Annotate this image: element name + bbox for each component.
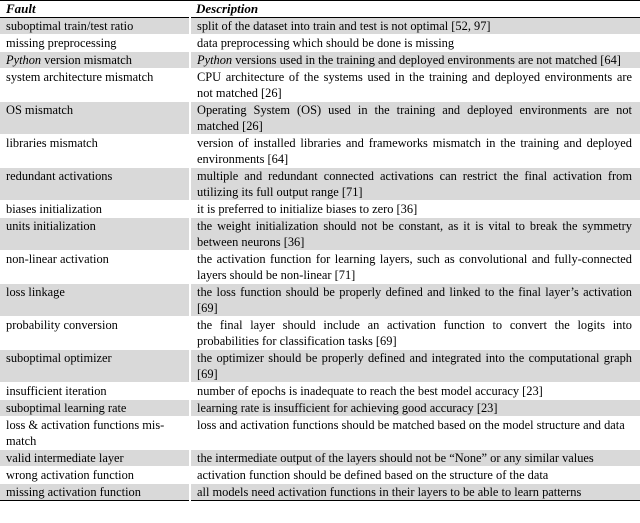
description-emphasis: Python	[197, 53, 233, 67]
fault-text: suboptimal optimizer	[6, 351, 112, 365]
description-cell	[190, 350, 640, 383]
fault-text: system architecture mismatch	[6, 70, 154, 84]
fault-cell	[0, 450, 190, 467]
description-text: the activation function for learning layers, such as convolutional and fully-connected layers should be non-linear [71]	[197, 252, 632, 282]
description-cell	[190, 450, 640, 467]
description-text: the weight initialization should not be constant, as it is vital to break the symmetry between neurons [36]	[197, 219, 632, 249]
table-row	[0, 317, 640, 350]
fault-text: wrong activation function	[6, 468, 135, 482]
table-row	[0, 484, 640, 501]
description-text: the optimizer should be properly defined and integrated into the computational graph [69]	[197, 351, 632, 381]
fault-text: libraries mismatch	[6, 136, 98, 150]
description-cell	[190, 218, 640, 251]
fault-text: suboptimal learning rate	[6, 401, 127, 415]
fault-text: missing activation function	[6, 485, 141, 499]
fault-cell	[0, 168, 190, 201]
table-row	[0, 450, 640, 467]
table-row	[0, 135, 640, 168]
fault-text: suboptimal train/test ratio	[6, 19, 134, 33]
fault-cell	[0, 484, 190, 501]
table-row	[0, 168, 640, 201]
description-cell	[190, 400, 640, 417]
table-row	[0, 284, 640, 317]
description-cell	[190, 18, 640, 35]
description-text: Operating System (OS) used in the training and deployed environments are not matched [26]	[197, 103, 632, 133]
table-row	[0, 218, 640, 251]
top-rule	[0, 0, 640, 1]
fault-text: insufficient iteration	[6, 384, 107, 398]
description-text: data preprocessing which should be done is missing	[197, 36, 455, 50]
description-text: versions used in the training and deployed environments are not matched [64]	[232, 53, 621, 67]
description-cell	[190, 317, 640, 350]
fault-text: biases initialization	[6, 202, 103, 216]
fault-cell	[0, 218, 190, 251]
fault-cell	[0, 52, 190, 69]
description-text: learning rate is insufficient for achieving good accuracy [23]	[197, 401, 498, 415]
fault-cell	[0, 69, 190, 102]
fault-cell	[0, 467, 190, 484]
table-row	[0, 400, 640, 417]
fault-cell	[0, 35, 190, 52]
fault-text: units initialization	[6, 219, 96, 233]
fault-text: valid intermediate layer	[6, 451, 124, 465]
fault-cell	[0, 350, 190, 383]
fault-text: probability conversion	[6, 318, 118, 332]
table-row	[0, 251, 640, 284]
fault-text: OS mismatch	[6, 103, 74, 117]
description-cell	[190, 251, 640, 284]
description-cell	[190, 417, 640, 450]
description-cell	[190, 52, 640, 69]
table-row	[0, 69, 640, 102]
table-row	[0, 201, 640, 218]
description-cell	[190, 284, 640, 317]
fault-cell	[0, 400, 190, 417]
table-body	[0, 18, 640, 501]
description-cell	[190, 69, 640, 102]
fault-emphasis: Python	[6, 53, 42, 67]
description-cell	[190, 102, 640, 135]
fault-text: redundant activations	[6, 169, 113, 183]
description-text: multiple and redundant connected activations can restrict the final activation from utilizing its full output range [71]	[197, 169, 632, 199]
table-header	[0, 0, 640, 18]
description-text: it is preferred to initialize biases to zero [36]	[197, 202, 418, 216]
fault-cell	[0, 201, 190, 218]
table-row	[0, 18, 640, 35]
fault-text: non-linear activation	[6, 252, 109, 266]
table-row	[0, 52, 640, 69]
description-cell	[190, 484, 640, 501]
fault-cell	[0, 102, 190, 135]
description-text: CPU architecture of the systems used in the training and deployed environments are not matched [26]	[197, 70, 632, 100]
fault-column-header: Fault	[0, 0, 190, 18]
fault-cell	[0, 383, 190, 400]
table-row	[0, 35, 640, 52]
table-row	[0, 467, 640, 484]
fault-text: version mismatch	[41, 53, 132, 67]
header-row	[0, 0, 640, 18]
description-text: activation function should be defined based on the structure of the data	[197, 468, 549, 482]
fault-cell	[0, 284, 190, 317]
description-text: loss and activation functions should be matched based on the model structure and data	[197, 418, 625, 432]
fault-cell	[0, 417, 190, 450]
description-text: version of installed libraries and frameworks mismatch in the training and deployed environments [64]	[197, 136, 632, 166]
description-text: number of epochs is inadequate to reach the best model accuracy [23]	[197, 384, 543, 398]
description-text: the intermediate output of the layers should not be “None” or any similar values	[197, 451, 594, 465]
fault-cell	[0, 18, 190, 35]
description-cell	[190, 201, 640, 218]
table-row	[0, 102, 640, 135]
description-text: all models need activation functions in their layers to be able to learn patterns	[197, 485, 582, 499]
table-row	[0, 383, 640, 400]
description-text: split of the dataset into train and test is not optimal [52, 97]	[197, 19, 491, 33]
fault-cell	[0, 251, 190, 284]
description-column-header: Description	[190, 0, 640, 18]
description-cell	[190, 35, 640, 52]
description-cell	[190, 135, 640, 168]
fault-cell	[0, 135, 190, 168]
description-cell	[190, 467, 640, 484]
fault-cell	[0, 317, 190, 350]
description-cell	[190, 168, 640, 201]
fault-text: missing preprocessing	[6, 36, 117, 50]
description-cell	[190, 383, 640, 400]
description-text: the final layer should include an activation function to convert the logits into probabilities for classification tasks [69]	[197, 318, 632, 348]
table-row	[0, 350, 640, 383]
fault-text: loss linkage	[6, 285, 65, 299]
fault-text: loss & activation functions mis-match	[6, 418, 165, 448]
description-text: the loss function should be properly defined and linked to the final layer’s activation [69]	[197, 285, 632, 315]
table-row	[0, 417, 640, 450]
